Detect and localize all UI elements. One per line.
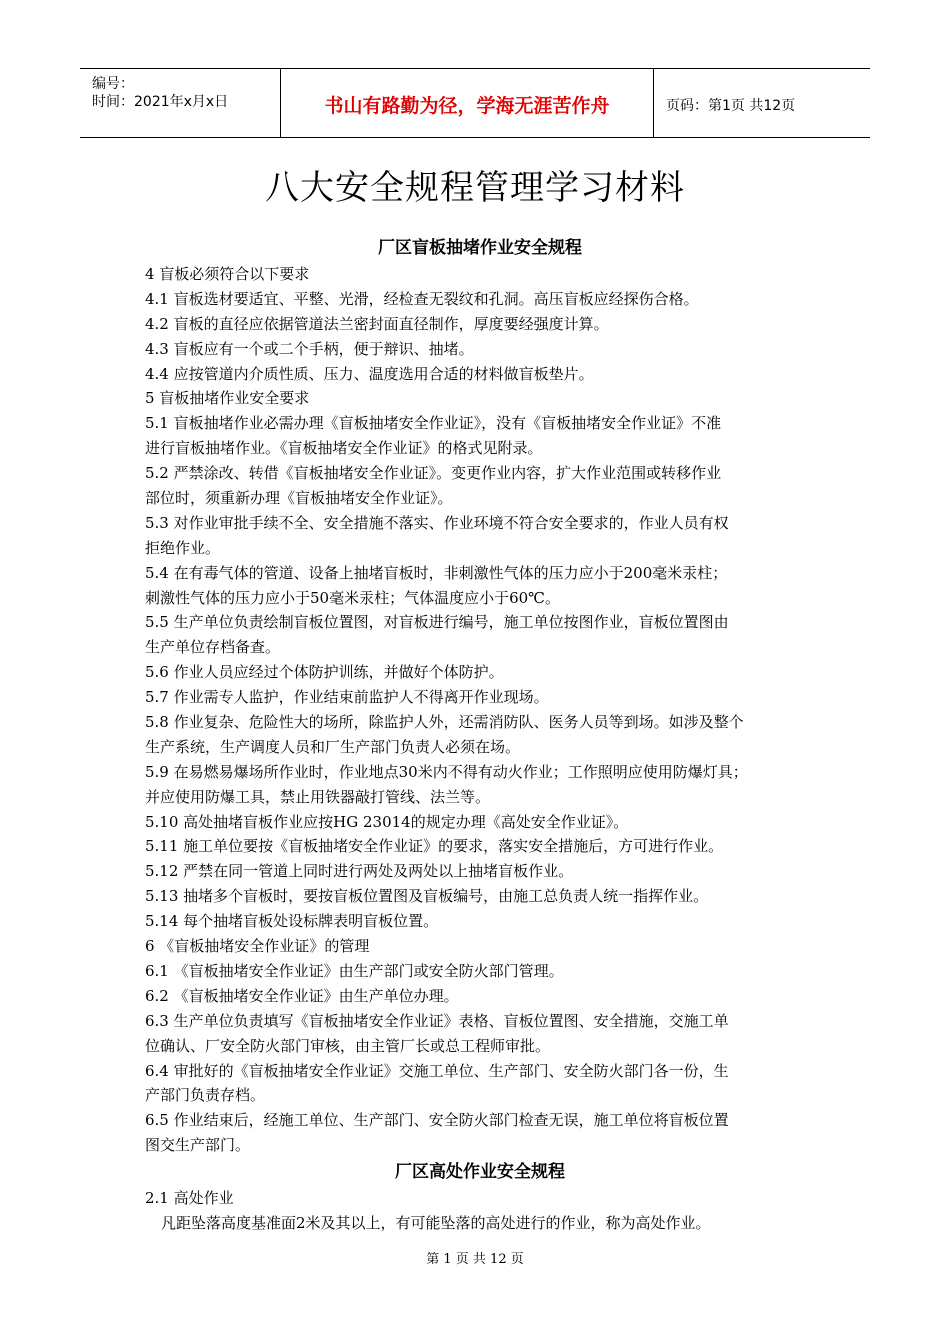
paragraph-line: 生产单位存档备查。: [145, 638, 281, 657]
paragraph-line: 4 盲板必须符合以下要求: [145, 265, 310, 283]
page-info: 页码：第1页 共12页: [666, 98, 796, 114]
document-body: [145, 234, 815, 1236]
paragraph-line: 拒绝作业。: [145, 538, 221, 557]
paragraph-line: 4.2 盲板的直径应依据管道法兰密封面直径制作，厚度要经强度计算。: [145, 314, 609, 333]
paragraph-line: 凡距坠落高度基准面2米及其以上，有可能坠落的高处进行的作业，称为高处作业。: [161, 1213, 711, 1232]
paragraph-line: 5.9 在易燃易爆场所作业时，作业地点30米内不得有动火作业；工作照明应使用防爆灯具；: [145, 762, 748, 781]
page-footer: 第 1 页 共 12 页: [426, 1252, 524, 1267]
paragraph-line: 5.11 施工单位要按《盲板抽堵安全作业证》的要求，落实安全措施后，方可进行作业。: [145, 837, 724, 856]
paragraph-line: 产部门负责存档。: [145, 1086, 266, 1105]
paragraph-line: 5.4 在有毒气体的管道、设备上抽堵盲板时，非刺激性气体的压力应小于200毫米汞柱；: [145, 563, 728, 582]
paragraph-line: 位确认、厂安全防火部门审核，由主管厂长或总工程师审批。: [145, 1036, 551, 1055]
paragraph-line: 6 《盲板抽堵安全作业证》的管理: [145, 937, 370, 956]
paragraph-line: 5.12 严禁在同一管道上同时进行两处及两处以上抽堵盲板作业。: [145, 862, 574, 881]
header-motto-cell: [280, 69, 654, 137]
motto-text: 书山有路勤为径，学海无涯苦作舟: [324, 95, 610, 117]
paragraph-line: 4.1 盲板选材要适宜、平整、光滑，经检查无裂纹和孔洞。高压盲板应经探伤合格。: [145, 289, 699, 308]
header-page-cell: [654, 69, 870, 137]
header-info-cell: [80, 69, 280, 137]
section-body-high-work: [145, 1186, 815, 1236]
paragraph-line: 5.3 对作业审批手续不全、安全措施不落实、作业环境不符合安全要求的，作业人员有权: [145, 513, 729, 532]
paragraph-line: 5.6 作业人员应经过个体防护训练，并做好个体防护。: [145, 663, 504, 682]
paragraph-line: 4.4 应按管道内介质性质、压力、温度选用合适的材料做盲板垫片。: [145, 364, 594, 383]
paragraph-line: 6.1 《盲板抽堵安全作业证》由生产部门或安全防火部门管理。: [145, 961, 564, 980]
doc-time: 时间：2021年x月x日: [92, 94, 229, 110]
paragraph-line: 5.5 生产单位负责绘制盲板位置图，对盲板进行编号，施工单位按图作业，盲板位置图由: [145, 613, 729, 632]
section-title-high-work: 厂区高处作业安全规程: [395, 1162, 565, 1183]
paragraph-line: 并应使用防爆工具，禁止用铁器敲打管线、法兰等。: [145, 787, 491, 806]
paragraph-line: 5 盲板抽堵作业安全要求: [145, 389, 310, 408]
paragraph-line: 刺激性气体的压力应小于50毫米汞柱；气体温度应小于60℃。: [145, 588, 560, 607]
doc-number-label: 编号：: [92, 76, 134, 92]
paragraph-line: 4.3 盲板应有一个或二个手柄，便于辩识、抽堵。: [145, 339, 474, 358]
paragraph-line: 5.8 作业复杂、危险性大的场所，除监护人外，还需消防队、医务人员等到场。如涉及整个: [145, 713, 744, 732]
paragraph-line: 6.3 生产单位负责填写《盲板抽堵安全作业证》表格、盲板位置图、安全措施，交施工单: [145, 1011, 729, 1030]
paragraph-line: 5.13 抽堵多个盲板时，要按盲板位置图及盲板编号，由施工总负责人统一指挥作业。: [145, 887, 709, 906]
paragraph-line: 5.1 盲板抽堵作业必需办理《盲板抽堵安全作业证》，没有《盲板抽堵安全作业证》不准: [145, 414, 722, 433]
paragraph-line: 生产系统，生产调度人员和厂生产部门负责人必须在场。: [145, 737, 521, 756]
paragraph-line: 6.2 《盲板抽堵安全作业证》由生产单位办理。: [145, 986, 459, 1005]
paragraph-line: 部位时，须重新办理《盲板抽堵安全作业证》。: [145, 489, 453, 508]
document-title: 八大安全规程管理学习材料: [265, 168, 685, 208]
paragraph-line: 6.5 作业结束后，经施工单位、生产部门、安全防火部门检查无误，施工单位将盲板位置: [145, 1111, 729, 1130]
paragraph-line: 进行盲板抽堵作业。《盲板抽堵安全作业证》的格式见附录。: [145, 439, 543, 458]
paragraph-line: 2.1 高处作业: [145, 1189, 234, 1208]
header-table: [80, 68, 870, 138]
section-body-blind-plate: [145, 262, 815, 1158]
section-title-blind-plate: 厂区盲板抽堵作业安全规程: [378, 238, 582, 258]
paragraph-line: 5.14 每个抽堵盲板处设标牌表明盲板位置。: [145, 912, 439, 931]
paragraph-line: 5.7 作业需专人监护，作业结束前监护人不得离开作业现场。: [145, 688, 549, 707]
paragraph-line: 图交生产部门。: [145, 1136, 251, 1155]
paragraph-line: 5.2 严禁涂改、转借《盲板抽堵安全作业证》。变更作业内容，扩大作业范围或转移作业: [145, 464, 722, 483]
paragraph-line: 6.4 审批好的《盲板抽堵安全作业证》交施工单位、生产部门、安全防火部门各一份，生: [145, 1061, 729, 1080]
paragraph-line: 5.10 高处抽堵盲板作业应按HG 23014的规定办理《高处安全作业证》。: [145, 812, 629, 831]
